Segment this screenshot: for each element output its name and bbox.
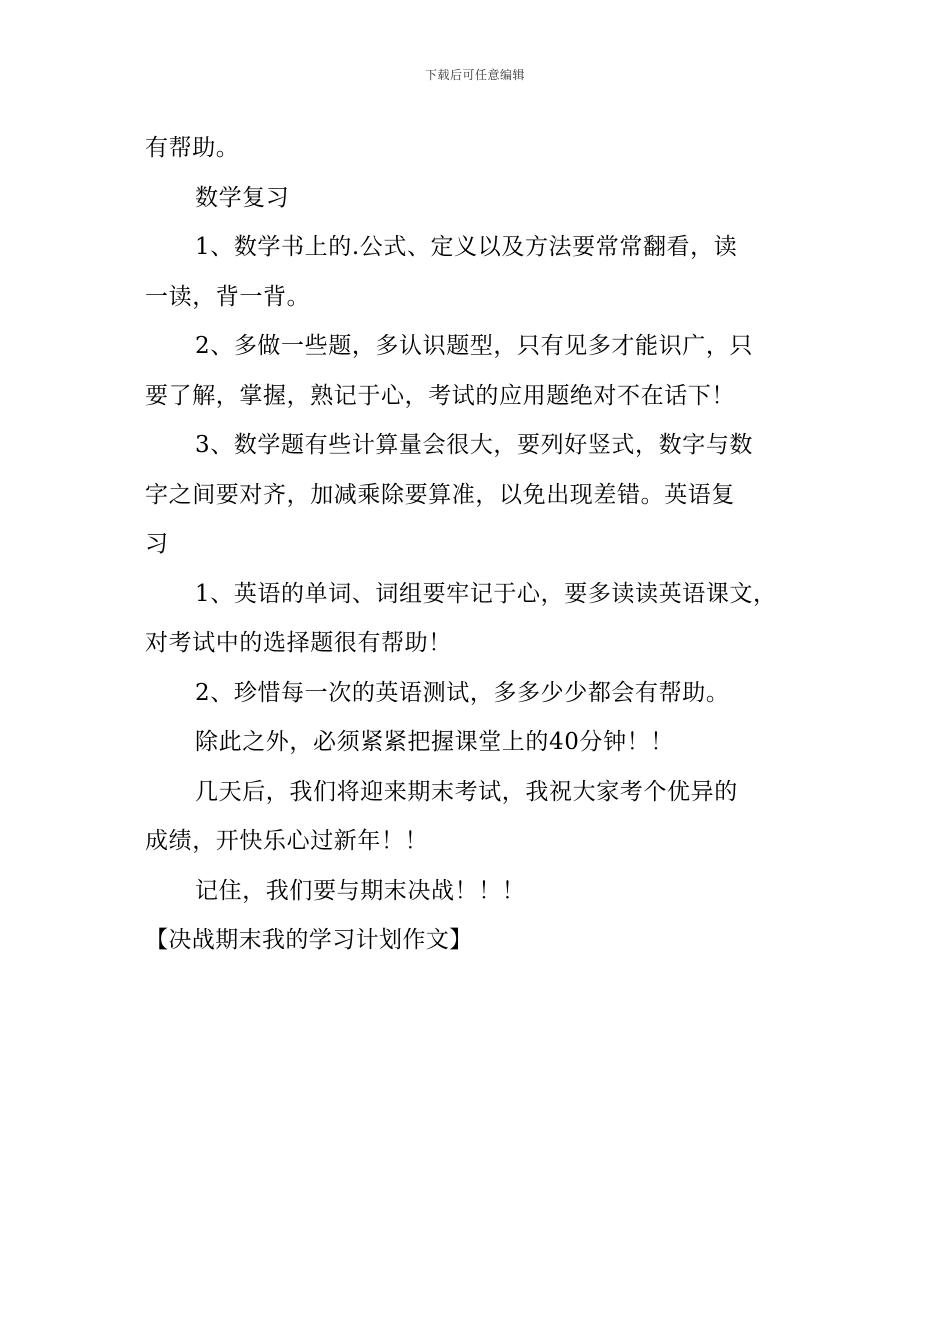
text-line: 字之间要对齐，加减乘除要算准，以免出现差错。英语复 xyxy=(145,481,735,508)
text-line: 几天后，我们将迎来期末考试，我祝大家考个优异的 xyxy=(195,778,738,805)
text-line: 一读，背一背。 xyxy=(145,283,311,310)
page-header-note: 下载后可任意编辑 xyxy=(424,68,525,82)
text-line: 3、数学题有些计算量会很大，要列好竖式，数字与数 xyxy=(195,432,754,458)
text-line: 1、英语的单词、词组要牢记于心，要多读读英语课文， xyxy=(195,580,777,607)
text-line: 要了解，掌握，熟记于心，考试的应用题绝对不在话下！ xyxy=(145,382,735,409)
text-line: 习 xyxy=(145,531,169,557)
text-line: 除此之外，必须紧紧把握课堂上的40分钟！！ xyxy=(195,729,674,755)
text-line: 2、珍惜每一次的英语测试，多多少少都会有帮助。 xyxy=(195,679,730,706)
text-line: 记住，我们要与期末决战！！！ xyxy=(195,877,526,904)
text-line: 2、多做一些题，多认识题型，只有见多才能识广，只 xyxy=(195,333,754,359)
document-body xyxy=(145,124,825,966)
text-line: 成绩，开快乐心过新年！！ xyxy=(145,828,429,854)
article-title: 【决战期末我的学习计划作文】 xyxy=(145,927,473,953)
text-line: 有帮助。 xyxy=(145,135,240,161)
section-heading-math: 数学复习 xyxy=(195,184,290,211)
text-line: 对考试中的选择题很有帮助！ xyxy=(145,630,452,656)
text-line: 1、数学书上的.公式、定义以及方法要常常翻看，读 xyxy=(195,234,738,260)
